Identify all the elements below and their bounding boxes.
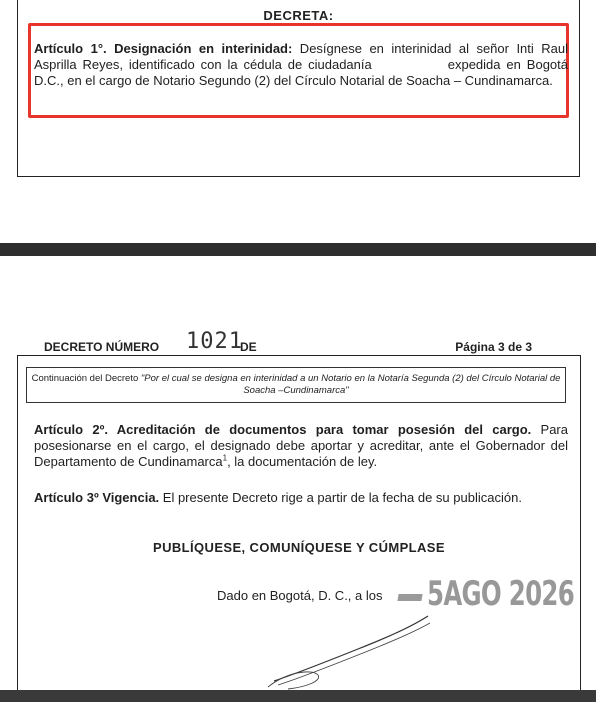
- article-2-text-a: Para posesionarse en el cargo, el designado debe aportar y acreditar, ante el Gobernador del Departamento de Cundinamarca: [34, 422, 568, 469]
- continuation-title: "Por el cual se designa en interinidad a un Notario en la Notaría Segunda (2) del Círculo Notarial de Soacha –Cundinamarca": [140, 373, 561, 396]
- continuation-prefix: Continuación del Decreto: [31, 373, 141, 384]
- article-3-text: El presente Decreto rige a partir de la fecha de su publicación.: [159, 490, 522, 505]
- document-page-top: [17, 0, 580, 177]
- page-divider: [0, 243, 596, 256]
- decree-de-label: DE: [240, 340, 257, 354]
- document-page-bottom: [17, 355, 581, 700]
- article-2-text-b: , la documentación de ley.: [227, 454, 378, 469]
- decree-header: [44, 331, 544, 355]
- signature: [258, 611, 438, 691]
- decreta-heading: DECRETA:: [263, 8, 334, 23]
- article-3: [34, 490, 568, 506]
- article-1-text-b: expedida en Bogotá D.C., en el cargo de Notario Segundo (2) del Círculo Notarial de Soacha – Cundinamarca.: [34, 57, 568, 88]
- dado-en-line: Dado en Bogotá, D. C., a los: [217, 588, 383, 603]
- article-1-text-a: Desígnese en interinidad al señor Inti Raul Asprilla Reyes, identificado con la cédula de ciudadanía: [34, 41, 569, 72]
- article-2-title: Artículo 2º. Acreditación de documentos para tomar posesión del cargo.: [34, 422, 532, 437]
- date-stamp: 5AGO 2026: [427, 574, 575, 614]
- article-2: [34, 422, 568, 470]
- closing-formula: PUBLÍQUESE, COMUNÍQUESE Y CÚMPLASE: [153, 540, 445, 555]
- bottom-bar: [0, 690, 596, 702]
- decree-number-label: DECRETO NÚMERO: [44, 340, 160, 354]
- footnote-ref: 1: [222, 453, 228, 463]
- page-indicator: Página 3 de 3: [455, 340, 532, 354]
- article-1-title: Artículo 1°. Designación en interinidad:: [34, 41, 293, 56]
- continuation-box: [26, 367, 566, 403]
- article-3-title: Artículo 3º Vigencia.: [34, 490, 160, 505]
- article-1: [34, 41, 568, 89]
- stamp-dash: [397, 594, 422, 601]
- decree-number: 1021: [186, 329, 243, 354]
